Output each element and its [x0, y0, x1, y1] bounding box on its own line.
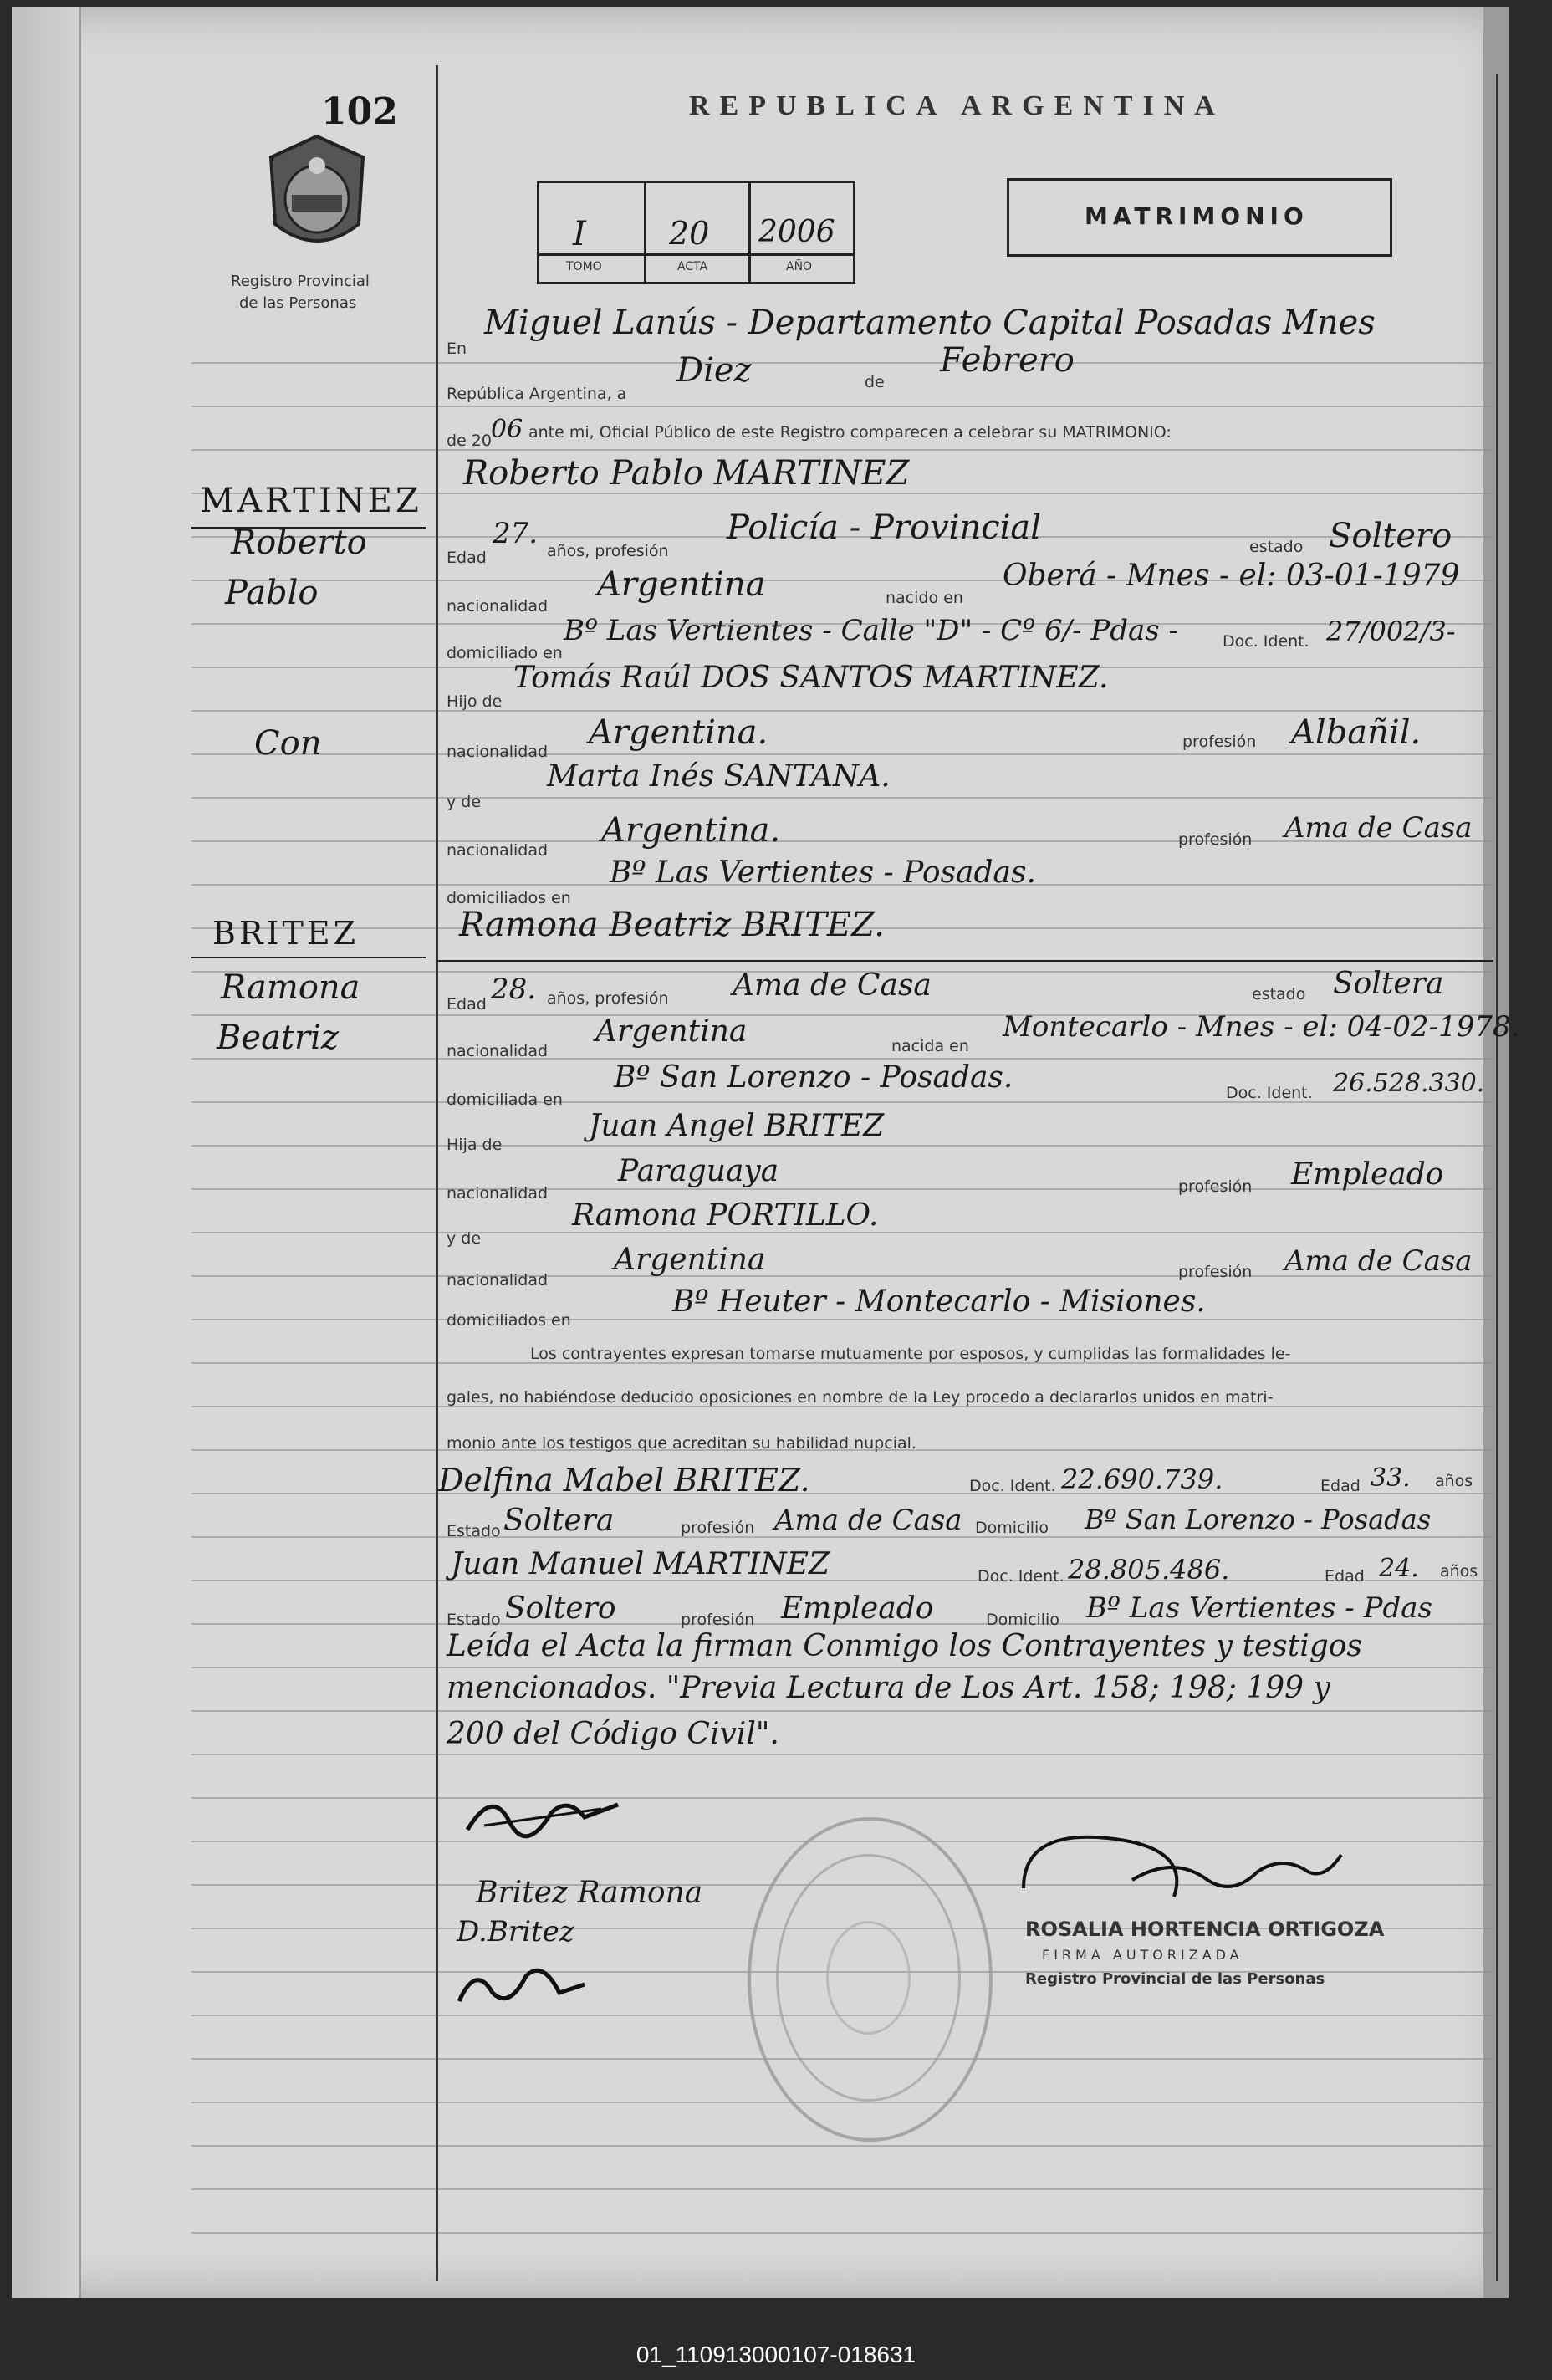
margin-connector: Con — [254, 724, 322, 763]
groom-id-number: 27/002/3- — [1326, 615, 1456, 647]
official-title: FIRMA AUTORIZADA — [1042, 1947, 1243, 1963]
groom-parents-address: Bº Las Vertientes - Posadas. — [610, 855, 1036, 890]
page-binding-edge — [12, 7, 81, 2298]
registry-line-1: Registro Provincial — [231, 273, 370, 290]
label-anos: años — [1435, 1472, 1473, 1490]
label-edad: Edad — [447, 549, 487, 567]
groom-profession: Policía - Provincial — [727, 508, 1042, 547]
witness2-id-number: 28.805.486. — [1068, 1554, 1230, 1586]
groom-mother-nationality: Argentina. — [601, 811, 781, 850]
witness1-age: 33. — [1371, 1463, 1411, 1493]
label-anos-profesion: años, profesión — [547, 542, 669, 560]
ruled-line — [191, 406, 1494, 407]
witness2-marital-status: Soltero — [505, 1591, 616, 1626]
ruled-line — [191, 1580, 1494, 1581]
label-doc-ident: Doc. Ident. — [1226, 1084, 1313, 1102]
groom-birthplace-date: Oberá - Mnes - el: 03-01-1979 — [1003, 559, 1460, 593]
right-border — [1496, 74, 1498, 2281]
groom-father-profession: Albañil. — [1291, 713, 1422, 752]
label-hijo-de: Hijo de — [447, 692, 503, 711]
declaration-line-3: monio ante los testigos que acreditan su habilidad nupcial. — [447, 1434, 916, 1453]
label-domiciliados: domiciliados en — [447, 889, 571, 907]
groom-full-name: Roberto Pablo MARTINEZ — [463, 454, 910, 493]
country-title: REPUBLICA ARGENTINA — [689, 90, 1225, 121]
groom-mother: Marta Inés SANTANA. — [547, 759, 891, 794]
month-value: Febrero — [940, 341, 1075, 380]
label-edad: Edad — [1325, 1567, 1365, 1586]
ano-label: AÑO — [786, 260, 813, 273]
day-value: Diez — [676, 351, 752, 390]
record-number-box — [537, 181, 855, 284]
groom-mother-profession: Ama de Casa — [1284, 811, 1473, 845]
margin-bride-name1: Ramona — [221, 968, 360, 1007]
label-estado: estado — [1252, 985, 1306, 1004]
bride-id-number: 26.528.330. — [1333, 1069, 1485, 1098]
label-nacionalidad: nacionalidad — [447, 743, 549, 761]
register-page — [12, 7, 1520, 2298]
witness2-signature-icon — [451, 1959, 593, 2018]
label-domiciliada: domiciliada en — [447, 1090, 563, 1109]
witness1-profession: Ama de Casa — [774, 1504, 962, 1537]
label-nacionalidad: nacionalidad — [447, 1184, 549, 1203]
acta-value: 20 — [669, 215, 710, 252]
bride-mother-nationality: Argentina — [614, 1243, 766, 1277]
year-suffix: 06 — [491, 415, 523, 444]
label-domiciliado: domiciliado en — [447, 644, 563, 662]
label-republica: República Argentina, a — [447, 385, 627, 403]
label-nacionalidad: nacionalidad — [447, 1271, 549, 1290]
groom-address: Bº Las Vertientes - Calle "D" - Cº 6/- Pdas - — [564, 614, 1179, 647]
label-estado: estado — [1249, 538, 1304, 556]
label-domicilio: Domicilio — [986, 1611, 1059, 1629]
label-nacionalidad: nacionalidad — [447, 597, 549, 615]
registry-line-2: de las Personas — [239, 294, 357, 312]
label-profesion: profesión — [1178, 830, 1253, 849]
label-hija-de: Hija de — [447, 1136, 503, 1154]
label-profesion: profesión — [681, 1611, 755, 1629]
ruled-line — [191, 1754, 1494, 1755]
bride-marital-status: Soltera — [1333, 967, 1444, 1001]
groom-father: Tomás Raúl DOS SANTOS MARTINEZ. — [513, 661, 1109, 695]
bride-age: 28. — [491, 973, 537, 1006]
ruled-line — [191, 753, 1494, 755]
label-nacionalidad: nacionalidad — [447, 841, 549, 860]
official-name: ROSALIA HORTENCIA ORTIGOZA — [1025, 1918, 1385, 1941]
ruled-line — [191, 1145, 1494, 1147]
ruled-line — [191, 2232, 1494, 2234]
witness1-marital-status: Soltera — [503, 1504, 615, 1538]
label-edad: Edad — [1320, 1477, 1361, 1495]
bride-parents-address: Bº Heuter - Montecarlo - Misiones. — [672, 1284, 1206, 1319]
declaration-line-2: gales, no habiéndose deducido oposiciones en nombre de la Ley procedo a declararlos unidos en matri- — [447, 1388, 1274, 1407]
label-profesion: profesión — [681, 1519, 755, 1537]
ruled-line — [191, 710, 1494, 712]
label-profesion: profesión — [1178, 1177, 1253, 1196]
margin-divider — [436, 65, 438, 2281]
bride-father: Juan Angel BRITEZ — [589, 1109, 885, 1143]
place-value: Miguel Lanús - Departamento Capital Posadas Mnes — [484, 304, 1376, 342]
label-de: de — [865, 373, 885, 391]
witness2-profession: Empleado — [781, 1591, 934, 1626]
margin-groom-surname: MARTINEZ — [200, 482, 422, 520]
section-divider — [438, 960, 1493, 962]
tomo-label: TOMO — [566, 260, 602, 273]
closing-line-1: Leída el Acta la firman Conmigo los Contrayentes y testigos — [447, 1629, 1362, 1663]
label-year-prefix: de 20 — [447, 432, 492, 450]
label-estado: Estado — [447, 1522, 501, 1540]
label-en: En — [447, 340, 467, 358]
bride-profession: Ama de Casa — [733, 968, 932, 1003]
label-doc-ident: Doc. Ident. — [978, 1567, 1064, 1586]
label-profesion: profesión — [1182, 733, 1257, 751]
page-number: 102 — [321, 90, 398, 133]
ruled-line — [191, 1319, 1494, 1320]
witness2-address: Bº Las Vertientes - Pdas — [1086, 1591, 1432, 1625]
bride-signature: Britez Ramona — [476, 1876, 703, 1910]
ruled-line — [191, 1493, 1494, 1494]
label-doc-ident: Doc. Ident. — [969, 1477, 1056, 1495]
ruled-line — [191, 1710, 1494, 1712]
ruled-line — [191, 1797, 1494, 1799]
witness2-name: Juan Manuel MARTINEZ — [451, 1547, 830, 1581]
label-y-de: y de — [447, 1229, 482, 1248]
witness2-age: 24. — [1379, 1554, 1419, 1583]
witness1-address: Bº San Lorenzo - Posadas — [1085, 1504, 1432, 1535]
ruled-line — [191, 2145, 1494, 2147]
ano-value: 2006 — [758, 215, 835, 249]
label-doc-ident: Doc. Ident. — [1223, 632, 1310, 651]
declaration-line-1: Los contrayentes expresan tomarse mutuamente por esposos, y cumplidas las formalidades le- — [530, 1345, 1291, 1363]
ruled-line — [191, 449, 1494, 451]
bride-mother-profession: Ama de Casa — [1284, 1244, 1473, 1278]
label-y-de: y de — [447, 793, 482, 811]
margin-groom-name2: Pablo — [225, 574, 319, 612]
label-nacido: nacido en — [886, 589, 963, 607]
label-domicilio: Domicilio — [975, 1519, 1049, 1537]
label-nacida: nacida en — [891, 1037, 969, 1055]
margin-underline — [191, 957, 426, 958]
label-profesion: profesión — [1178, 1263, 1253, 1281]
bride-father-nationality: Paraguaya — [618, 1154, 779, 1188]
bride-address: Bº San Lorenzo - Posadas. — [614, 1060, 1013, 1095]
margin-bride-surname: BRITEZ — [212, 915, 360, 952]
bride-father-profession: Empleado — [1291, 1157, 1444, 1192]
closing-line-3: 200 del Código Civil". — [447, 1717, 779, 1751]
margin-bride-name2: Beatriz — [217, 1019, 339, 1057]
document-type-box — [1007, 178, 1392, 257]
groom-signature-icon — [459, 1780, 626, 1846]
label-anos-profesion: años, profesión — [547, 989, 669, 1008]
bride-mother: Ramona PORTILLO. — [572, 1198, 879, 1233]
acta-label: ACTA — [677, 260, 708, 273]
tomo-value: I — [573, 215, 586, 253]
bride-birthplace-date: Montecarlo - Mnes - el: 04-02-1978. — [1003, 1010, 1520, 1044]
groom-father-nationality: Argentina. — [589, 713, 768, 752]
label-domiciliados: domiciliados en — [447, 1311, 571, 1330]
ruled-line — [191, 1058, 1494, 1060]
image-code: 01_110913000107-018631 — [636, 2342, 916, 2367]
witness-signature: D.Britez — [457, 1915, 574, 1948]
ruled-line — [191, 1667, 1494, 1668]
margin-groom-name1: Roberto — [231, 523, 367, 562]
label-edad: Edad — [447, 995, 487, 1014]
witness1-id-number: 22.690.739. — [1061, 1463, 1223, 1495]
label-estado: Estado — [447, 1611, 501, 1629]
closing-line-2: mencionados. "Previa Lectura de Los Art. 158; 198; 199 y — [447, 1671, 1330, 1705]
official-seal — [748, 1817, 993, 2142]
groom-age: 27. — [493, 517, 539, 550]
official-office: Registro Provincial de las Personas — [1025, 1970, 1325, 1988]
label-anos: años — [1440, 1562, 1478, 1581]
witness1-name: Delfina Mabel BRITEZ. — [438, 1462, 810, 1499]
coat-of-arms-icon — [263, 132, 371, 262]
intro-statement: ante mi, Oficial Público de este Registro comparecen a celebrar su MATRIMONIO: — [528, 423, 1172, 442]
ruled-line — [191, 797, 1494, 799]
ruled-line — [191, 2188, 1494, 2190]
ruled-line — [191, 362, 1494, 364]
label-nacionalidad: nacionalidad — [447, 1042, 549, 1060]
document-type: MATRIMONIO — [1085, 202, 1309, 230]
bride-nationality: Argentina — [595, 1014, 748, 1049]
groom-marital-status: Soltero — [1329, 517, 1452, 555]
bride-full-name: Ramona Beatriz BRITEZ. — [459, 906, 885, 944]
groom-nationality: Argentina — [597, 565, 766, 604]
